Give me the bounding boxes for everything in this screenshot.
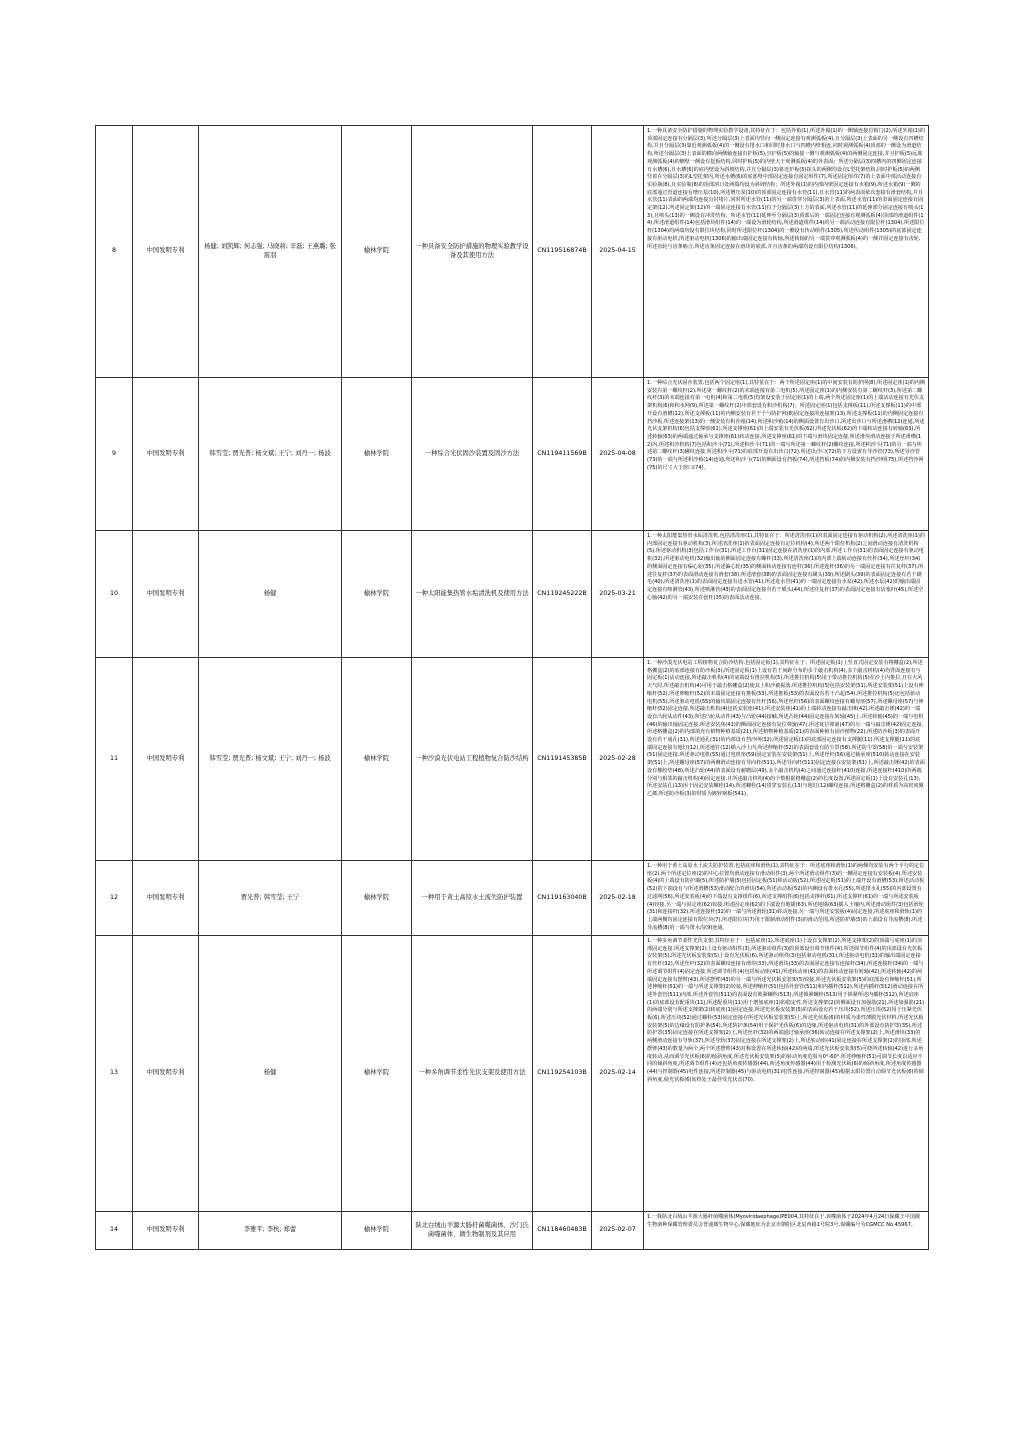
- patent-abstract: 1.一种沙漠光伏电站工程植物复合防沙结构,包括固定板(1),其特征在于：所述固定板(1)上竖直式固定安装有格栅盒(2),所述格栅盒(2)的底部连接有防沙板(3),所述固定板(1)上设有若干间距分布的多个敲击机构(4),多个敲击机构(4)均背面连接有与固定板(1)活动连接,所述敲击机构(4)的底端设有推拉机构(5),所述推拉机构(5)用于带动推拉机构(5)在沙土内推拉,且在大风天气时,所述敲击机构(4)可用于敲击格栅盒(2)使其上积沙被振落,所述推拉机构(5)包括安装架(51),所述安装架(51)上设有伸缩杆(52),所述伸缩杆(52)的末端固定连接有推板(53),所述推板(53)的表面设有若干凸起(54),所述推拉机构(5)还包括驱动电机(55),所述驱动电机(55)的输出端固定连接有丝杆(56),所述丝杆(56)的表面螺纹连接有螺母座(57),所述螺母座(57)与伸缩杆(52)固定连接,所述敲击机构(4)包括安装座(41),所述安装座(41)的上端转动连接有敲击锤(42),所述敲击锤(42)的一端设有凸轮从动件(43),所述凸轮从动件(43)与凸轮(44)接触,所述凸轮(44)固定连接在转轴(45)上,所述转轴(45)的一端与电机(46)的输出轴固定连接,所述安装座(41)的侧面固定连接有复位弹簧(47),所述复位弹簧(47)的另一端与敲击锤(42)固定连接,所述格栅盒(2)的内部填充有植物种植基质(21),所述植物种植基质(21)的表面种植有固沙植物(22),所述防沙板(3)的表面开设有若干通孔(31),所述通孔(31)的内部设有挡沙网(32),所述固定板(1)的底部固定连接有支撑腿(11),所述支撑腿(11)的底端固定连接有地钉(12),所述地钉(12)插入沙土内,所述伸缩杆(52)的表面套设有防尘罩(58),所述防尘罩(58)的一端与安装架(51)固定连接,所述驱动电机(55)通过电机座(59)固定安装在安装架(51)上,所述丝杆(56)通过轴承座(510)转动连接在安装架(51)上,所述螺母座(57)的两侧滑动连接有导向杆(511),所述导向杆(511)固定连接在安装架(51)上,所述敲击锤(42)的表面设有橡胶垫(48),所述凸轮(44)的表面设有耐磨层(49),多个敲击机构(4)之间通过连接杆(410)连接,所述连接杆(410)的两端分别与相邻的敲击机构(4)固定连接,且所述敲击机构(4)的个数根据格栅盒(2)的长度设置,所述固定板(1)上设有安装孔(13),所述安装孔(13)用于固定安装螺栓(14),所述螺栓(14)贯穿安装孔(13)与地钉(12)螺纹连接,所述格栅盒(2)的材质为高密度聚乙烯,所述防沙板(3)的材质为镀锌钢板(541)。: [644, 658, 929, 861]
- organization: 榆林学院: [342, 531, 412, 658]
- organization: 榆林学院: [342, 658, 412, 861]
- table-row: [96, 936, 929, 1212]
- patent-number: CN119411569B: [533, 378, 592, 531]
- patent-type: 中国发明专利: [133, 378, 199, 531]
- patent-title: 陕北白绒山羊源大肠杆菌噬菌体、沙门氏菌噬菌体、微生物制剂及其应用: [412, 1212, 533, 1250]
- grant-date: 2025-02-18: [592, 861, 644, 936]
- patent-abstract: 1.一株陕北白绒山羊源大肠杆菌噬菌体(Myoviridaephage)PE004,其特征在于,该噬菌体于2024年4月24日保藏于中国微生物菌种保藏管理委员会普通微生物中心,保藏地址为北京市朝阳区北辰西路1号院3号,保藏编号为CGMCC No.45967。: [644, 1212, 929, 1250]
- grant-date: 2025-02-28: [592, 658, 644, 861]
- grant-date: 2025-03-21: [592, 531, 644, 658]
- patent-title: 一种沙漠光伏电站工程植物复合防沙结构: [412, 658, 533, 861]
- organization: 榆林学院: [342, 1212, 412, 1250]
- patent-abstract: 1.一种具备安全防护措施的物理实验教学设备,其特征在于：包括外箱(1),所述外箱(1)的一侧轴连接有箱门(2),所述外箱(1)的顶部固定连接有分隔层(3),所述分隔层(3)上表面均竖向一侧固定连接有观测弧板(4),且分隔层(3)上表面的另一侧设有凹槽结构,并且分隔层(3)靠近观测弧板(4)的一侧设有排水口和同时排水口与凹槽内壁相连,同时观测弧板(4)顶部的一侧设为滑道结构,所述分隔层(3)上表面的横向两侧轴连接有护板(5),且护板(5)的轴接一侧与观测弧板(4)的两侧固定连接,并且护板(5)远离观测弧板(4)的侧壁一侧设有挖板结构,同时护板(5)的内壁大于观测弧板(4)的外表面；所述分隔层(3)四槽内的四侧固定连接有水槽(6),且水槽(6)的底内壁设为斜坡结构,并且分隔层(3)靠近护板(5)抹头的两侧均设有L型托架结构,同时护板(5)的两侧竖着在分隔层(3)的L型托架内,所述水槽(6)的底部壁中部固定连接有固定组件(7),所述固定组件(7)的上表面中部活动连接有实验瓶(8),且实验瓶(8)的顶部溶口处两端均设为斜坡结构；所述外箱(1)的内部内壁固定连接有水箱(9),所述水箱(9)一侧的底部通过管道连接有增压泵(10),所述增压泵(10)的顶部固定连接有水管(11),且水管(11)的两表面依次套接有滑套结构,并且水管(11)表面的两端均连接有封堵片,同时所述水管(11)的另一端贯穿分隔层(3)的上表面,所述水管(11)的表面固定连接有固定架(12),所述固定架(12)的一端固定连接有水管(11)位于分隔层(3)上方的表面,所述水管(11)的延伸部分固定连接有喷头(13),且喷头(13)的一侧设有冲洗结构；所述水管(11)延伸至分隔层(3)顶部后的一端固定连接有观测弧板(4)顶部的滑道组件(14),所述滑道组件(14)包括滑块组件(14)的一端设为滑轮结构,所述滑道组件(14)的另一端活动连接有限位杆(1304),所述限位杆(1304)的两端均设有限位块结构,同时所述限位杆(1304)的一侧设有传动组件(1305),所述传动组件(1305)的底部固定连接有驱动电机,所述驱动电机(1306)的输出端固定连接有转轴,所述转轴的另一端贯穿观测弧板(4)的一侧并固定连接有齿轮,所述齿轮与齿条啮合,所述齿条固定连接在滑块的底部,并且齿条的两端均设有限位结构(1306)。: [644, 126, 929, 378]
- patent-title: 一种用于黄土高原水土流失防护装置: [412, 861, 533, 936]
- table-row: [96, 658, 929, 861]
- row-number: 11: [96, 658, 133, 861]
- patent-table: [95, 125, 929, 1250]
- patent-type: 中国发明专利: [133, 531, 199, 658]
- patent-number: CN118460483B: [533, 1212, 592, 1250]
- inventors: 杨健: [199, 531, 342, 658]
- organization: 榆林学院: [342, 936, 412, 1212]
- row-number: 14: [96, 1212, 133, 1250]
- patent-number: CN119245222B: [533, 531, 592, 658]
- inventors: 韩雪莹; 贾光普; 杨文斌; 王宁; 刘丹一; 杨波: [199, 658, 342, 861]
- grant-date: 2025-02-14: [592, 936, 644, 1212]
- patent-number: CN119516874B: [533, 126, 592, 378]
- patent-type: 中国发明专利: [133, 936, 199, 1212]
- table-row: [96, 378, 929, 531]
- grant-date: 2025-04-08: [592, 378, 644, 531]
- patent-number: CN119254103B: [533, 936, 592, 1212]
- patent-type: 中国发明专利: [133, 658, 199, 861]
- patent-type: 中国发明专利: [133, 126, 199, 378]
- inventors: 贾光普; 韩雪莹; 王宁: [199, 861, 342, 936]
- grant-date: 2025-04-15: [592, 126, 644, 378]
- row-number: 8: [96, 126, 133, 378]
- grant-date: 2025-02-07: [592, 1212, 644, 1250]
- inventors: 杨健: [199, 936, 342, 1212]
- patent-title: 一种具备安全防护措施的物理实验教学设备及其使用方法: [412, 126, 533, 378]
- patent-abstract: 1.一种多角调节柔性光伏支架,其特征在于：包括底座(1),所述底座(1)上设有支撑架(2),所述支撑架(2)的顶端与底座(1)的顶部固定连接,所述支撑架(2)上设有驱动组件(3),所述驱动组件(3)的顶部设有调节组件(4),所述调节组件(4)的顶部设有光伏板安装架(5),所述光伏板安装架(5)上设有光伏板(6),所述驱动组件(3)包括驱动电机(31),所述驱动电机(31)的输出端固定连接有丝杆(32),所述丝杆(32)的表面螺纹连接有滑块(33),所述滑块(33)的表面固定连接有连接杆(34),所述连接杆(34)的一端与所述调节组件(4)固定连接,所述调节组件(4)包括转动座(41),所述转动座(41)的表面转动连接有转轴(42),所述转轴(42)的两端固定连接有摆臂(43),所述摆臂(43)的另一端与所述光伏板安装架(5)铰接,所述光伏板安装架(5)的底部设有伸缩杆(51),所述伸缩杆(51)的一端与所述支撑架(2)铰接,所述伸缩杆(51)包括外套管(511)和内插杆(512),所述内插杆(512)滑动连接在所述外套管(511)内部,所述外套管(511)的表面设有锁紧螺栓(513),所述锁紧螺栓(513)用于锁紧所述内插杆(512),所述底座(1)的底部设有配重块(11),所述配重块(11)用于增加底座(1)的稳定性,所述支撑架(2)的侧面设有加强筋(21),所述加强筋(21)的两端分别与所述支撑架(2)和底座(1)固定连接,所述光伏板安装架(5)的表面设有若干压块(52),所述压块(52)用于压紧光伏板(6),所述压块(52)通过螺栓(53)固定连接在所述光伏板安装架(5)上,所述光伏板(6)的材质为柔性薄膜光伏材料,所述光伏板安装架(5)的边缘设有防护条(54),所述防护条(54)用于保护光伏板(6)的边缘,所述驱动电机(31)的外部设有防护罩(35),所述防护罩(35)固定连接在所述支撑架(2)上,所述丝杆(32)的两端通过轴承座(36)转动连接在所述支撑架(2)上,所述滑块(33)的两侧滑动连接有导轨(37),所述导轨(37)固定连接在所述支撑架(2)上,所述转动座(41)固定连接在所述支撑架(2)的顶部,所述摆臂(43)的数量为两个,两个所述摆臂(43)对称设置在所述转轴(42)的两端,所述光伏板安装架(5)可绕所述转轴(42)进行多角度转动,从而调节光伏板(6)的倾斜角度,所述光伏板安装架(5)的转动角度范围为0°-60°,所述伸缩杆(51)可调节长度以适应不同的倾斜角度,所述调节组件(4)还包括角度传感器(44),所述角度传感器(44)用于检测光伏板(6)的倾斜角度,所述角度传感器(44)与控制器(45)电性连接,所述控制器(45)与驱动电机(31)电性连接,所述控制器(45)根据太阳位置自动调节光伏板(6)的倾斜角度,使光伏板(6)始终处于最佳受光状态(70)。: [644, 936, 929, 1212]
- table-row: [96, 861, 929, 936]
- organization: 榆林学院: [342, 378, 412, 531]
- patent-abstract: 1.一种用于黄土高原水土流失防护装置,包括底座和滑轨(1),其特征在于：所述底座和滑轨(1)的两侧均安装有两个平行的定位座(2),两个所述定位座(2)的中心位置均滑动连接有滑动组件(3),两个所述滑动组件(3)的一侧固定连接有安装板(4),所述安装板(4)的上端设有防护墙(5),所述防护墙(5)包括固定板(51)和活动板(52),所述固定板(51)的上端开设有滑槽(53),所述活动板(52)的下端设有与所述滑槽(53)滑动配合的滑块(54),所述活动板(52)的内侧设有排水孔(55),所述排水孔(55)的内部设置有过滤网(56),所述安装板(4)的下端设有支撑组件(6),所述支撑组件(6)包括支撑杆(61),所述支撑杆(61)的一端与所述安装板(4)铰接,另一端与固定座(62)铰接,所述固定座(62)的下端设有地锚(63),所述地锚(63)插入土壤内,所述滑动组件(3)包括滑轮(31)和连接杆(32),所述连接杆(32)的一端与所述滑轮(31)转动连接,另一端与所述安装板(4)固定连接,所述底座和滑轨(1)的上端两侧均固定连接有限位块(7),所述限位块(7)用于限制滑动组件(3)的滑动范围,所述防护墙(5)的上端设有导流槽(8),所述导流槽(8)的一端与排水沟(9)连通。: [644, 861, 929, 936]
- table-row: [96, 126, 929, 378]
- patent-title: 一种多角调节柔性光伏支架及使用方法: [412, 936, 533, 1212]
- organization: 榆林学院: [342, 126, 412, 378]
- inventors: 杨健; 刘凯辉; 何志强; 马晓莉; 辛磊; 王燕璐; 张震羽: [199, 126, 342, 378]
- row-number: 12: [96, 861, 133, 936]
- patent-title: 一种太阳能集热管水垢清洗机及使用方法: [412, 531, 533, 658]
- inventors: 韩雪莹; 贾光普; 杨文斌; 王宁; 刘丹一; 杨波: [199, 378, 342, 531]
- patent-abstract: 1.一种太阳能集热管水垢清洗机,包括清洗座(1),其特征在于：所述清洗座(1)的表面固定连接有驱动机构(2),所述清洗座(1)的内部固定连接有驱动机构(3),所述清洗座(1)的表面固定连接有定位机构(4),所述两个限位机构(2)之间滑动连接有清洗机构(5),所述驱动机构(3)包括工作台(31),所述工作台(31)固定连接在清洗座(1)的内部,所述工作台(31)的表面固定连接有驱动电机(32),所述驱动电机(32)输出轴的侧面固定连接有螺杆(33),所述清洗座(1)的内部上端转动连接有丝杆(34),所述丝杆(34)的侧面固定连接有偏心轮(35),所述偏心轮(35)的侧面转动连接有连杆(36),所述连杆(36)的另一端固定连接有往复杆(37),所述往复杆(37)的表面滑动连接有滑套(38),所述滑套(38)的表面固定连接有刷头(39),所述刷头(39)的表面固定连接有若干刷毛(40),所述清洗座(1)的表面固定连接有进水管(41),所述进水管(41)的一端固定连接有水泵(42),所述水泵(42)的输出端固定连接有喷淋管(43),所述喷淋管(43)的表面固定连接有若干喷头(44),所述往复杆(37)的表面固定连接有活塞杆(45),所述空心轴(42)的另一端安装在套杆(35)的表面活动连接。: [644, 531, 929, 658]
- table-row: [96, 1212, 929, 1250]
- inventors: 李雅平; 李杭; 郑蕾: [199, 1212, 342, 1250]
- table-row: [96, 531, 929, 658]
- patent-number: CN119163040B: [533, 861, 592, 936]
- row-number: 9: [96, 378, 133, 531]
- patent-title: 一种综合光伏固沙装置及固沙方法: [412, 378, 533, 531]
- patent-type: 中国发明专利: [133, 1212, 199, 1250]
- row-number: 13: [96, 936, 133, 1212]
- patent-number: CN119145385B: [533, 658, 592, 861]
- patent-abstract: 1.一种综合光伏固沙装置,包括两个固定座(1),其特征在于：两个所述固定座(1)的中间安装有防护网(8),所述固定座(1)的内侧安装有第一螺纹杆(2),所述第一螺纹杆(2)的末端连接有第二电机(5),所述固定座(1)的内侧安装有第二螺纹杆(3),所述第二螺纹杆(3)的末端连接有第一电机(4)和第二电机(5)均架设安装于固定座(1)的上端,两个所述固定座(1)的上端活动连接有光伏支架机构(6)和积水网(9),所述第一螺纹杆(2)中部套设有积沙机构(7)；所述固定座(1)包括支撑板(11),所述支撑板(11)的中部开设有滑槽(12),所述支撑板(11)的内侧安装有若干个与防护网(8)固定连接的连接架(13),所述支撑板(11)的内侧固定连接有挡沙板,所述连接架(13)的一侧安装有积沙箱(14),所述积沙箱(14)的侧面设置有出沙口,所述出沙口与所述滑槽(12)连通,所述光伏支架机构(6)包括支撑座(61),所述支撑座(61)的上端安装有光伏板(62),所述光伏板(62)的下端转动连接有转轴(63),所述转轴(63)的两端通过轴承与支撑座(61)转动连接,所述支撑座(61)的下端与滑块固定连接,所述滑块滑动连接于所述滑槽(12)内,所述积沙机构(7)包括积沙斗(71),所述积沙斗(71)的一端与所述第一螺纹杆(2)螺纹连接,所述积沙斗(71)的另一端与所述第二螺纹杆(3)螺纹连接,所述积沙斗(71)的底部开设有出沙口(72),所述出沙口(72)的下方设置有导沙管(73),所述导沙管(73)的一端与所述积沙箱(14)连通,所述积沙斗(71)的侧面设有挡板(74),所述挡板(74)的内侧安装有挡沙网(75),所述挡沙网(75)的尺寸大于窗口(74)。: [644, 378, 929, 531]
- organization: 榆林学院: [342, 861, 412, 936]
- patent-type: 中国发明专利: [133, 861, 199, 936]
- row-number: 10: [96, 531, 133, 658]
